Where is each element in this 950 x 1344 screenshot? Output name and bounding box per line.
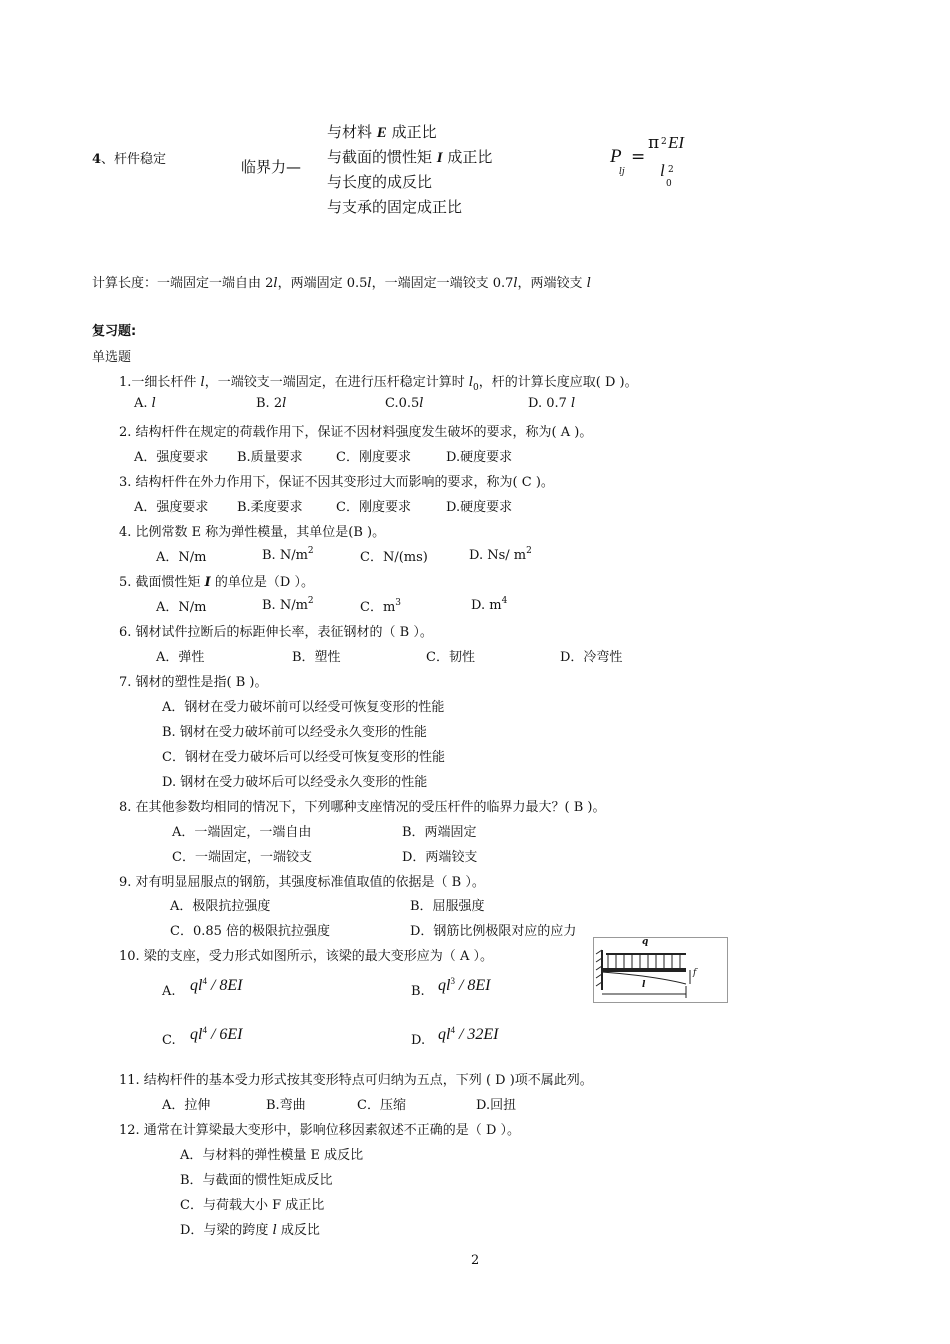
- q5-option-c: C．$m^3$: [360, 598, 402, 615]
- q9-option-d: D．钢筋比例极限对应的应力: [410, 924, 577, 939]
- q4-option-c: C．N/(ms): [360, 550, 428, 565]
- q6-option-b: B．塑性: [292, 650, 341, 665]
- q7-option-d: D. 钢材在受力破坏后可以经受永久变形的性能: [162, 775, 428, 790]
- question-12: 12. 通常在计算梁最大变形中，影响位移因素叙述不正确的是（ D ）。: [119, 1123, 520, 1138]
- q4-option-b: B. $N/m^2$: [262, 546, 314, 563]
- question-6: 6. 钢材试件拉断后的标距伸长率，表征钢材的（ B ）。: [119, 625, 433, 640]
- q6-option-c: C．韧性: [426, 650, 475, 665]
- q12-option-c: C．与荷载大小 F 成正比: [180, 1198, 325, 1213]
- q8-option-b: B．两端固定: [402, 825, 477, 840]
- review-title: 复习题:: [92, 324, 137, 339]
- q10-option-b-label: B.: [411, 984, 425, 999]
- formula-lhs-sub: lj: [619, 167, 625, 177]
- q11-option-a: A．拉伸: [162, 1098, 211, 1113]
- question-10: 10. 梁的支座，受力形式如图所示，该梁的最大变形应为（ A ）。: [119, 949, 493, 964]
- critical-force-item: 与截面的惯性矩 I 成正比: [327, 148, 493, 166]
- q8-option-d: D．两端铰支: [402, 850, 478, 865]
- load-label-q: q: [642, 937, 649, 947]
- q4-option-a: A．N/m: [156, 550, 207, 565]
- section-heading: 4、杆件稳定: [92, 152, 167, 167]
- critical-force-item: 与材料 E 成正比: [327, 123, 437, 141]
- formula-denominator: l: [660, 161, 665, 180]
- q10-option-a-label: A.: [162, 984, 176, 999]
- question-3: 3. 结构杆件在外力作用下，保证不因其变形过大而影响的要求，称为( C )。: [119, 475, 554, 490]
- q9-option-c: C．0.85 倍的极限抗拉强度: [170, 924, 331, 939]
- single-choice-label: 单选题: [92, 350, 132, 365]
- q1-option-d: D. 0.7 l: [528, 396, 576, 411]
- q8-option-c: C．一端固定，一端铰支: [172, 850, 312, 865]
- q10-option-b-expr: $ql^3 / 8EI$: [438, 976, 491, 994]
- q10-option-c-label: C.: [162, 1033, 176, 1048]
- q1-option-b: B. 2l: [256, 396, 287, 411]
- question-2: 2. 结构杆件在规定的荷载作用下，保证不因材料强度发生破坏的要求，称为( A )。: [119, 425, 593, 440]
- q3-option-b: B.柔度要求: [237, 500, 303, 515]
- q2-option-d: D.硬度要求: [446, 450, 513, 465]
- q2-option-a: A．强度要求: [134, 450, 209, 465]
- q12-option-b: B．与截面的惯性矩成反比: [180, 1173, 333, 1188]
- q12-option-a: A．与材料的弹性模量 E 成反比: [180, 1148, 364, 1163]
- q8-option-a: A．一端固定，一端自由: [172, 825, 312, 840]
- critical-force-item: 与支承的固定成正比: [327, 198, 463, 216]
- question-5: 5. 截面惯性矩 I 的单位是（D ）。: [119, 575, 314, 590]
- q4-option-d: D. Ns/ $m^2$: [469, 546, 532, 563]
- q1-option-c: C.0.5l: [385, 396, 424, 411]
- question-7: 7. 钢材的塑性是指( B )。: [119, 675, 268, 690]
- cantilever-beam-figure: [593, 937, 728, 1003]
- q3-option-a: A．强度要求: [134, 500, 209, 515]
- question-4: 4. 比例常数 E 称为弹性模量，其单位是(B )。: [119, 525, 386, 540]
- q6-option-a: A．弹性: [156, 650, 205, 665]
- question-1: 1.一细长杆件 l，一端铰支一端固定，在进行压杆稳定计算时 $l_0$，杆的计算长度应取( D )。: [119, 375, 638, 393]
- q10-option-a-expr: $ql^4 / 8EI$: [190, 976, 243, 994]
- formula-lhs: P: [610, 146, 622, 167]
- q7-option-a: A．钢材在受力破坏前可以经受可恢复变形的性能: [162, 700, 445, 715]
- q11-option-d: D.回扭: [476, 1098, 517, 1113]
- beam-body: [602, 968, 686, 972]
- q10-option-d-label: D.: [411, 1033, 426, 1048]
- q5-option-d: D. $m^4$: [471, 596, 508, 613]
- q5-option-a: A．N/m: [156, 600, 207, 615]
- formula-pi: π: [648, 133, 660, 153]
- deflection-label-f: f: [693, 968, 697, 978]
- question-9: 9. 对有明显屈服点的钢筋，其强度标准值取值的依据是（ B ）。: [119, 875, 485, 890]
- critical-force-label: 临界力—: [241, 158, 302, 176]
- formula-den-sub: 0: [666, 179, 672, 189]
- q7-option-b: B. 钢材在受力破坏前可以经受永久变形的性能: [162, 725, 427, 740]
- critical-force-item: 与长度的成反比: [327, 173, 433, 191]
- formula-equals: =: [631, 147, 646, 167]
- length-label-l: l: [642, 980, 646, 990]
- question-8: 8. 在其他参数均相同的情况下，下列哪种支座情况的受压杆件的临界力最大？( B )。: [119, 800, 606, 815]
- calc-length-line: 计算长度：一端固定一端自由 2l，两端固定 0.5l，一端固定一端铰支 0.7l，两端铰支 l: [92, 276, 591, 291]
- beam-diagram: [594, 938, 727, 1002]
- formula-den-exp: 2: [668, 165, 674, 175]
- load-arrows: [608, 954, 680, 968]
- q7-option-c: C．钢材在受力破坏后可以经受可恢复变形的性能: [162, 750, 445, 765]
- formula-num-exp: 2: [661, 137, 667, 147]
- q10-option-c-expr: $ql^4 / 6EI$: [190, 1025, 243, 1043]
- formula-numerator: EI: [668, 133, 685, 152]
- q6-option-d: D．冷弯性: [560, 650, 623, 665]
- q2-option-b: B.质量要求: [237, 450, 303, 465]
- question-11: 11. 结构杆件的基本受力形式按其变形特点可归纳为五点，下列 ( D )项不属此列。: [119, 1073, 593, 1088]
- q3-option-c: C．刚度要求: [336, 500, 411, 515]
- q5-option-b: B. $N/m^2$: [262, 596, 314, 613]
- page-number: 2: [471, 1253, 480, 1268]
- q1-option-a: A. l: [134, 396, 156, 411]
- q12-option-d: D．与梁的跨度 l 成反比: [180, 1223, 320, 1238]
- q9-option-b: B．屈服强度: [410, 899, 485, 914]
- q3-option-d: D.硬度要求: [446, 500, 513, 515]
- q11-option-b: B.弯曲: [266, 1098, 306, 1113]
- q9-option-a: A．极限抗拉强度: [170, 899, 271, 914]
- q11-option-c: C．压缩: [357, 1098, 406, 1113]
- q2-option-c: C．刚度要求: [336, 450, 411, 465]
- q10-option-d-expr: $ql^4 / 32EI$: [438, 1025, 499, 1043]
